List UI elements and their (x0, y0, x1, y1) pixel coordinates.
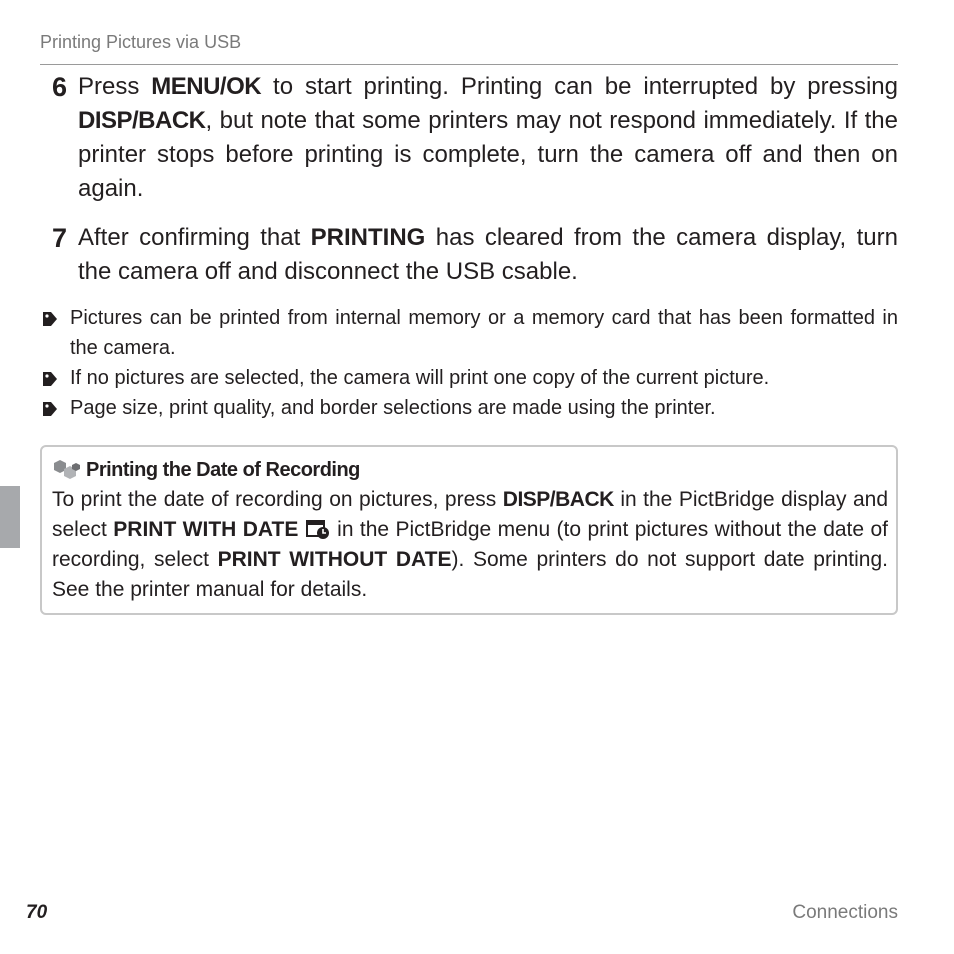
tip-text: in the PictBridge display and select (52, 488, 888, 541)
date-print-icon (305, 518, 331, 540)
tip-text: ). Some printers do not support date printing. See the printer manual for details. (52, 548, 888, 601)
step-6 (52, 70, 898, 206)
print-without-date-label: PRINT WITHOUT DATE (217, 548, 452, 571)
tip-box (40, 445, 898, 615)
note-item (40, 303, 898, 363)
step-7 (52, 221, 898, 289)
notes-list (40, 303, 898, 423)
note-item (40, 363, 898, 393)
tip-icon (52, 459, 82, 481)
footer-section-title: Connections (792, 902, 898, 923)
section-tab (0, 486, 20, 548)
step-text: After confirming that (78, 224, 311, 251)
note-text: Pictures can be printed from internal memory or a memory card that has been formatted in the camera. (70, 307, 898, 359)
tip-body (52, 485, 888, 605)
menu-ok-button-label: MENU/OK (151, 73, 262, 100)
tip-title (52, 457, 360, 483)
note-tag-icon (42, 311, 58, 327)
note-tag-icon (42, 401, 58, 417)
printing-display-label: PRINTING (310, 224, 426, 251)
step-number: 6 (52, 72, 68, 102)
page-number: 70 (26, 902, 48, 923)
note-text: If no pictures are selected, the camera will print one copy of the current picture. (70, 367, 770, 389)
disp-back-button-label: DISP/BACK (502, 488, 614, 511)
step-text: has cleared from the camera display, turn the camera off and disconnect the USB csable. (78, 224, 898, 285)
step-number: 7 (52, 223, 68, 253)
tip-text: in the PictBridge menu (to print pictures without the date of recording, select (52, 518, 888, 571)
header-rule (40, 64, 898, 65)
note-item (40, 393, 898, 423)
note-text: Page size, print quality, and border selections are made using the printer. (70, 397, 716, 419)
step-text: to start printing. Printing can be interrupted by pressing (261, 73, 898, 100)
step-text: , but note that some printers may not respond immediately. If the printer stops before printing is complete, turn the camera off and then on again. (78, 107, 898, 202)
print-with-date-label: PRINT WITH DATE (113, 518, 299, 541)
disp-back-button-label: DISP/BACK (78, 107, 206, 134)
tip-title-text: Printing the Date of Recording (86, 459, 360, 481)
running-head: Printing Pictures via USB (40, 32, 242, 52)
tip-text: To print the date of recording on pictures, press (52, 488, 503, 511)
note-tag-icon (42, 371, 58, 387)
step-text: Press (78, 73, 152, 100)
